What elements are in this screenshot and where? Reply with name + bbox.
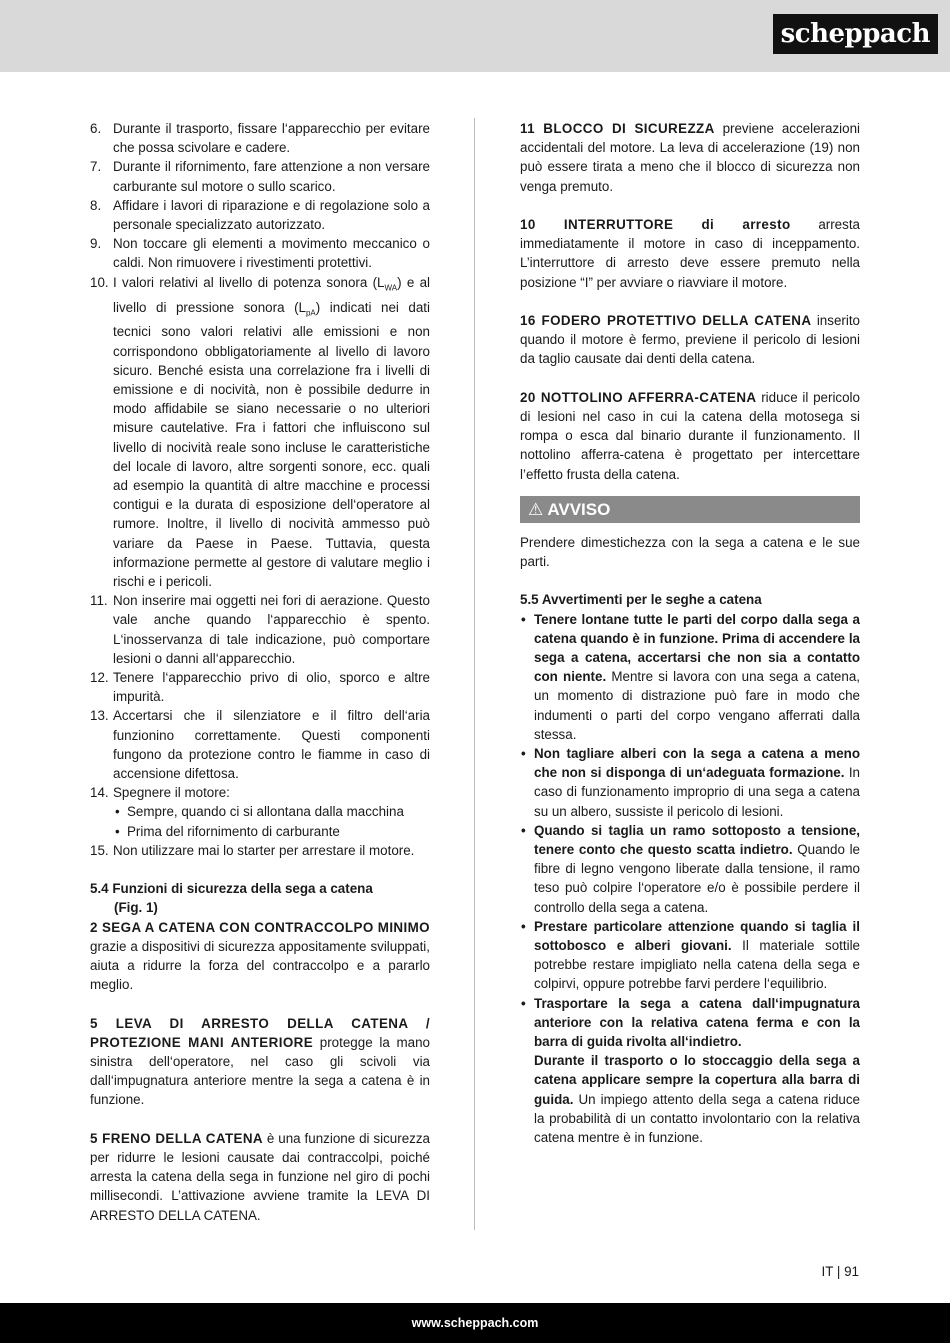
list-item-transport: • Trasportare la sega a catena dall‘impugnatura anteriore con la relativa catena ferma e con la barra di guida rivolta all‘indietro. Durante il trasporto o lo stoccaggio della sega a catena applicare sempre la copertura alla barra di guida. Un impiego attento della sega a catena riduce la probabilità di un contatto involontario con la relativa catena mentre è in funzione. [520,994,860,1148]
left-column [90,119,430,1225]
paragraph-chain-cover: 16 FODERO PROTETTIVO DELLA CATENA inserito quando il motore è fermo, previene il pericolo di lesioni da taglio causate dai denti della catena. [520,313,860,367]
paragraph-chain-catcher: 20 NOTTOLINO AFFERRA-CATENA riduce il pericolo di lesioni nel caso in cui la catena della motosega si rompa o esca dal binario durante il funzionamento. Il nottolino afferra-catena è progettato per intercettare l’effetto frusta della catena. [520,389,860,482]
list-item-engine-off: 14. Spegnere il motore: • Sempre, quando ci si allontana dalla macchina • Prima del rifornimento di carburante [90,783,430,841]
sub-list-item: • Prima del rifornimento di carburante [113,822,430,841]
list-item: 15. Non utilizzare mai lo starter per arrestare il motore. [90,842,415,858]
section-title-5-4: 5.4 Funzioni di sicurezza della sega a catena (Fig. 1) [90,881,373,916]
column-divider [474,118,475,1230]
list-item: • Quando si taglia un ramo sottoposto a tensione, tenere conto che questo scatta indietro. Quando le fibre di legno vengono liberate dalla tensione, il ramo teso può colpire l‘operatore e/o è possibile perdere il controllo della sega a catena. [520,821,860,917]
page-header [0,0,950,72]
list-item: 8. Affidare i lavori di riparazione e di regolazione solo a personale specializzato autorizzato. [90,197,430,233]
safety-instructions-list [90,119,430,860]
warning-icon: ⚠ [528,499,544,519]
list-item: 13. Accertarsi che il silenziatore e il filtro dell‘aria funzionino correttamente. Questi componenti fungono da protezione contro le fiamme in caso di accensione difettosa. [90,708,430,782]
paragraph-chain-lever: 5 LEVA DI ARRESTO DELLA CATENA / PROTEZIONE MANI ANTERIORE protegge la mano sinistra dell‘operatore, nel caso gli scivoli via dall‘impugnatura anteriore mentre la sega a catena è in funzione. [90,1015,430,1108]
list-item: 11. Non inserire mai oggetti nei fori di aerazione. Questo vale anche quando l‘apparecchio è spento. L‘inosservanza di tale indicazione, può comportare lesioni o danni all‘apparecchio. [90,593,430,666]
warning-banner [520,496,860,523]
warnings-list [520,610,860,1148]
list-item: 6. Durante il trasporto, fissare l‘apparecchio per evitare che possa scivolare e cadere. [90,121,430,156]
paragraph-chain-brake: 5 FRENO DELLA CATENA è una funzione di sicurezza per ridurre le lesioni causate dai contraccolpi, poiché arresta la catena della sega in funzione nel giro di pochi millisecondi. L’attivazione avviene tramite la LEVA DI ARRESTO DELLA CATENA. [90,1130,430,1223]
warning-label: AVVISO [547,499,611,519]
paragraph-kickback: 2 SEGA A CATENA CON CONTRACCOLPO MINIMO grazie a dispositivi di sicurezza appositamente sviluppati, aiuta a ridurre la forza del contraccolpo e a pararlo meglio. [90,919,430,993]
sub-list-item: • Sempre, quando ci si allontana dalla macchina [113,802,430,821]
list-item: 7. Durante il rifornimento, fare attenzione a non versare carburante sul motore o sullo scarico. [90,159,430,194]
list-item: 9. Non toccare gli elementi a movimento meccanico o caldi. Non rimuovere i rivestimenti protettivi. [90,236,430,271]
list-item: • Tenere lontane tutte le parti del corpo dalla sega a catena quando è in funzione. Prima di accendere la sega a catena, accertarsi che non sia a contatto con niente. Mentre si lavora con una sega a catena, un momento di distrazione può fare in modo che indumenti o parti del corpo vengano afferrati dalla stessa. [520,610,860,744]
page-number: IT | 91 [821,1264,859,1279]
page-footer [0,1303,950,1343]
footer-url[interactable]: www.scheppach.com [411,1316,539,1330]
section-title-5-5: 5.5 Avvertimenti per le seghe a catena [520,592,762,608]
paragraph-safety-lock: 11 BLOCCO DI SICUREZZA previene accelerazioni accidentali del motore. La leva di accelerazione (19) non può essere tirata a meno che il blocco di sicurezza non venga premuto. [520,121,860,194]
scheppach-logo: scheppach [773,14,938,54]
paragraph-stop-switch: 10 INTERRUTTORE di arresto arresta immediatamente il motore in caso di inceppamento. L’interruttore di arresto deve essere premuto nella posizione “I” per avviare o riavviare il motore. [520,217,860,290]
list-item: 12. Tenere l‘apparecchio privo di olio, sporco e altre impurità. [90,670,430,705]
list-item: • Prestare particolare attenzione quando si taglia il sottobosco e alberi giovani. Il materiale sottile potrebbe restare impigliato nella catena della sega e colpirvi, oppure potrebbe farvi perdere l‘equilibrio. [520,917,860,994]
right-column [520,119,860,1147]
list-item: • Non tagliare alberi con la sega a catena a meno che non si disponga di un‘adeguata formazione. In caso di funzionamento improprio di una sega a catena su un albero, sussiste il pericolo di lesioni. [520,744,860,821]
warning-text: Prendere dimestichezza con la sega a catena e le sue parti. [520,534,860,570]
sub-list [113,802,430,840]
list-item-noise: 10. I valori relativi al livello di potenza sonora $(L_{WA})$ e al livello di pressione sonora $(L_{pA})$ indicati nei dati tecnici sono valori relativi alle emissioni e non corrispondono obbligatoriamente al livello di lavoro sicuro. Benché esista una correlazione fra i livelli di emissione e di nocività, non è possibile dedurre in modo affidabile se siano necessarie o no ulteriori misure cautelative. Fra i fattori che influiscono sul livello di nocività reale sono incluse le caratteristiche del locale di lavoro, altre sorgenti sonore, ecc. quali ad esempio la quantità di altre macchine e processi contigui e la durata di esposizione dell‘operatore al rumore. Inoltre, il livello di nocività ammesso può variare da Paese in Paese. Tuttavia, questa informazione permette al gestore di valutare meglio i rischi e i pericoli. [90,274,430,590]
